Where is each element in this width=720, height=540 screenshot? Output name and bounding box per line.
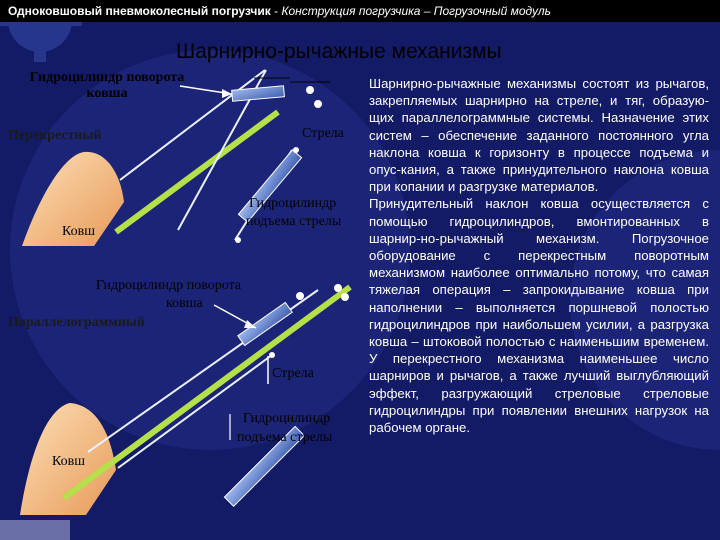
slide-title: Шарнирно-рычажные механизмы [176,40,502,63]
crossed-scheme-label: Перекрестный [8,128,102,143]
rotation-cylinder-label-bottom-2: ковша [166,296,203,311]
parallelogram-scheme-label: Параллелограммный [8,315,145,330]
lift-cylinder-label-bottom-1: Гидроцилиндр [243,411,331,426]
lift-cylinder-label-top-2: подъема стрелы [246,214,342,229]
paragraph-2: Принудительный наклон ковша осуществляется с помощью гидроцилиндров, вмонтированных в шарнир-но-рычажный механизм. Погрузочное оборудование с перекрестным поворотным механизмом наиболее оптимально потому, что самая тяжелая операция – запрокидывание ковша при наполнении – выполняется поршневой полостью гидроцилиндров при наибольшем усилии, а разгрузка ковша – штоковой полостью с наименьшим временем. У перекрестного механизма наименьшее число шарниров и рычагов, а также лучший выглубляющий эффект, разгружающий стреловые стреловые гидроцилиндры при появлении внешних нагрузок на рабочем органе. [369,196,709,436]
header-bar: Одноковшовый пневмоколесный погрузчик - Конструкция погрузчика – Погрузочный модуль [0,0,720,22]
header-section: Конструкция погрузчика – Погрузочный модуль [281,4,551,18]
bucket-label-bottom: Ковш [52,454,86,469]
rotation-cylinder-label-top: Гидроцилиндр поворота ковша [29,70,185,101]
lift-cylinder-label-top-1: Гидроцилиндр [249,196,337,211]
body-text [369,75,709,436]
boom-label-bottom: Стрела [272,366,314,381]
boom-label-top: Стрела [302,126,344,141]
bucket-label-top: Ковш [62,224,96,239]
gear-decoration-bottom-left [0,520,70,540]
paragraph-1: Шарнирно-рычажные механизмы состоят из рычагов, закрепляемых шарнирно на стреле, и тяг, образую-щих параллелограммные системы. Назначение этих систем – обеспечение заданного постоянного угла наклона ковша к горизонту в процессе подъема и опус-кания, а также принудительного наклона ковша при копании и разгрузке материалов. [369,76,709,195]
header-course: Одноковшовый пневмоколесный погрузчик [8,4,271,18]
rotation-cylinder-label-bottom-1: Гидроцилиндр поворота [96,278,242,293]
lift-cylinder-label-bottom-2: подъема стрелы [237,430,333,445]
